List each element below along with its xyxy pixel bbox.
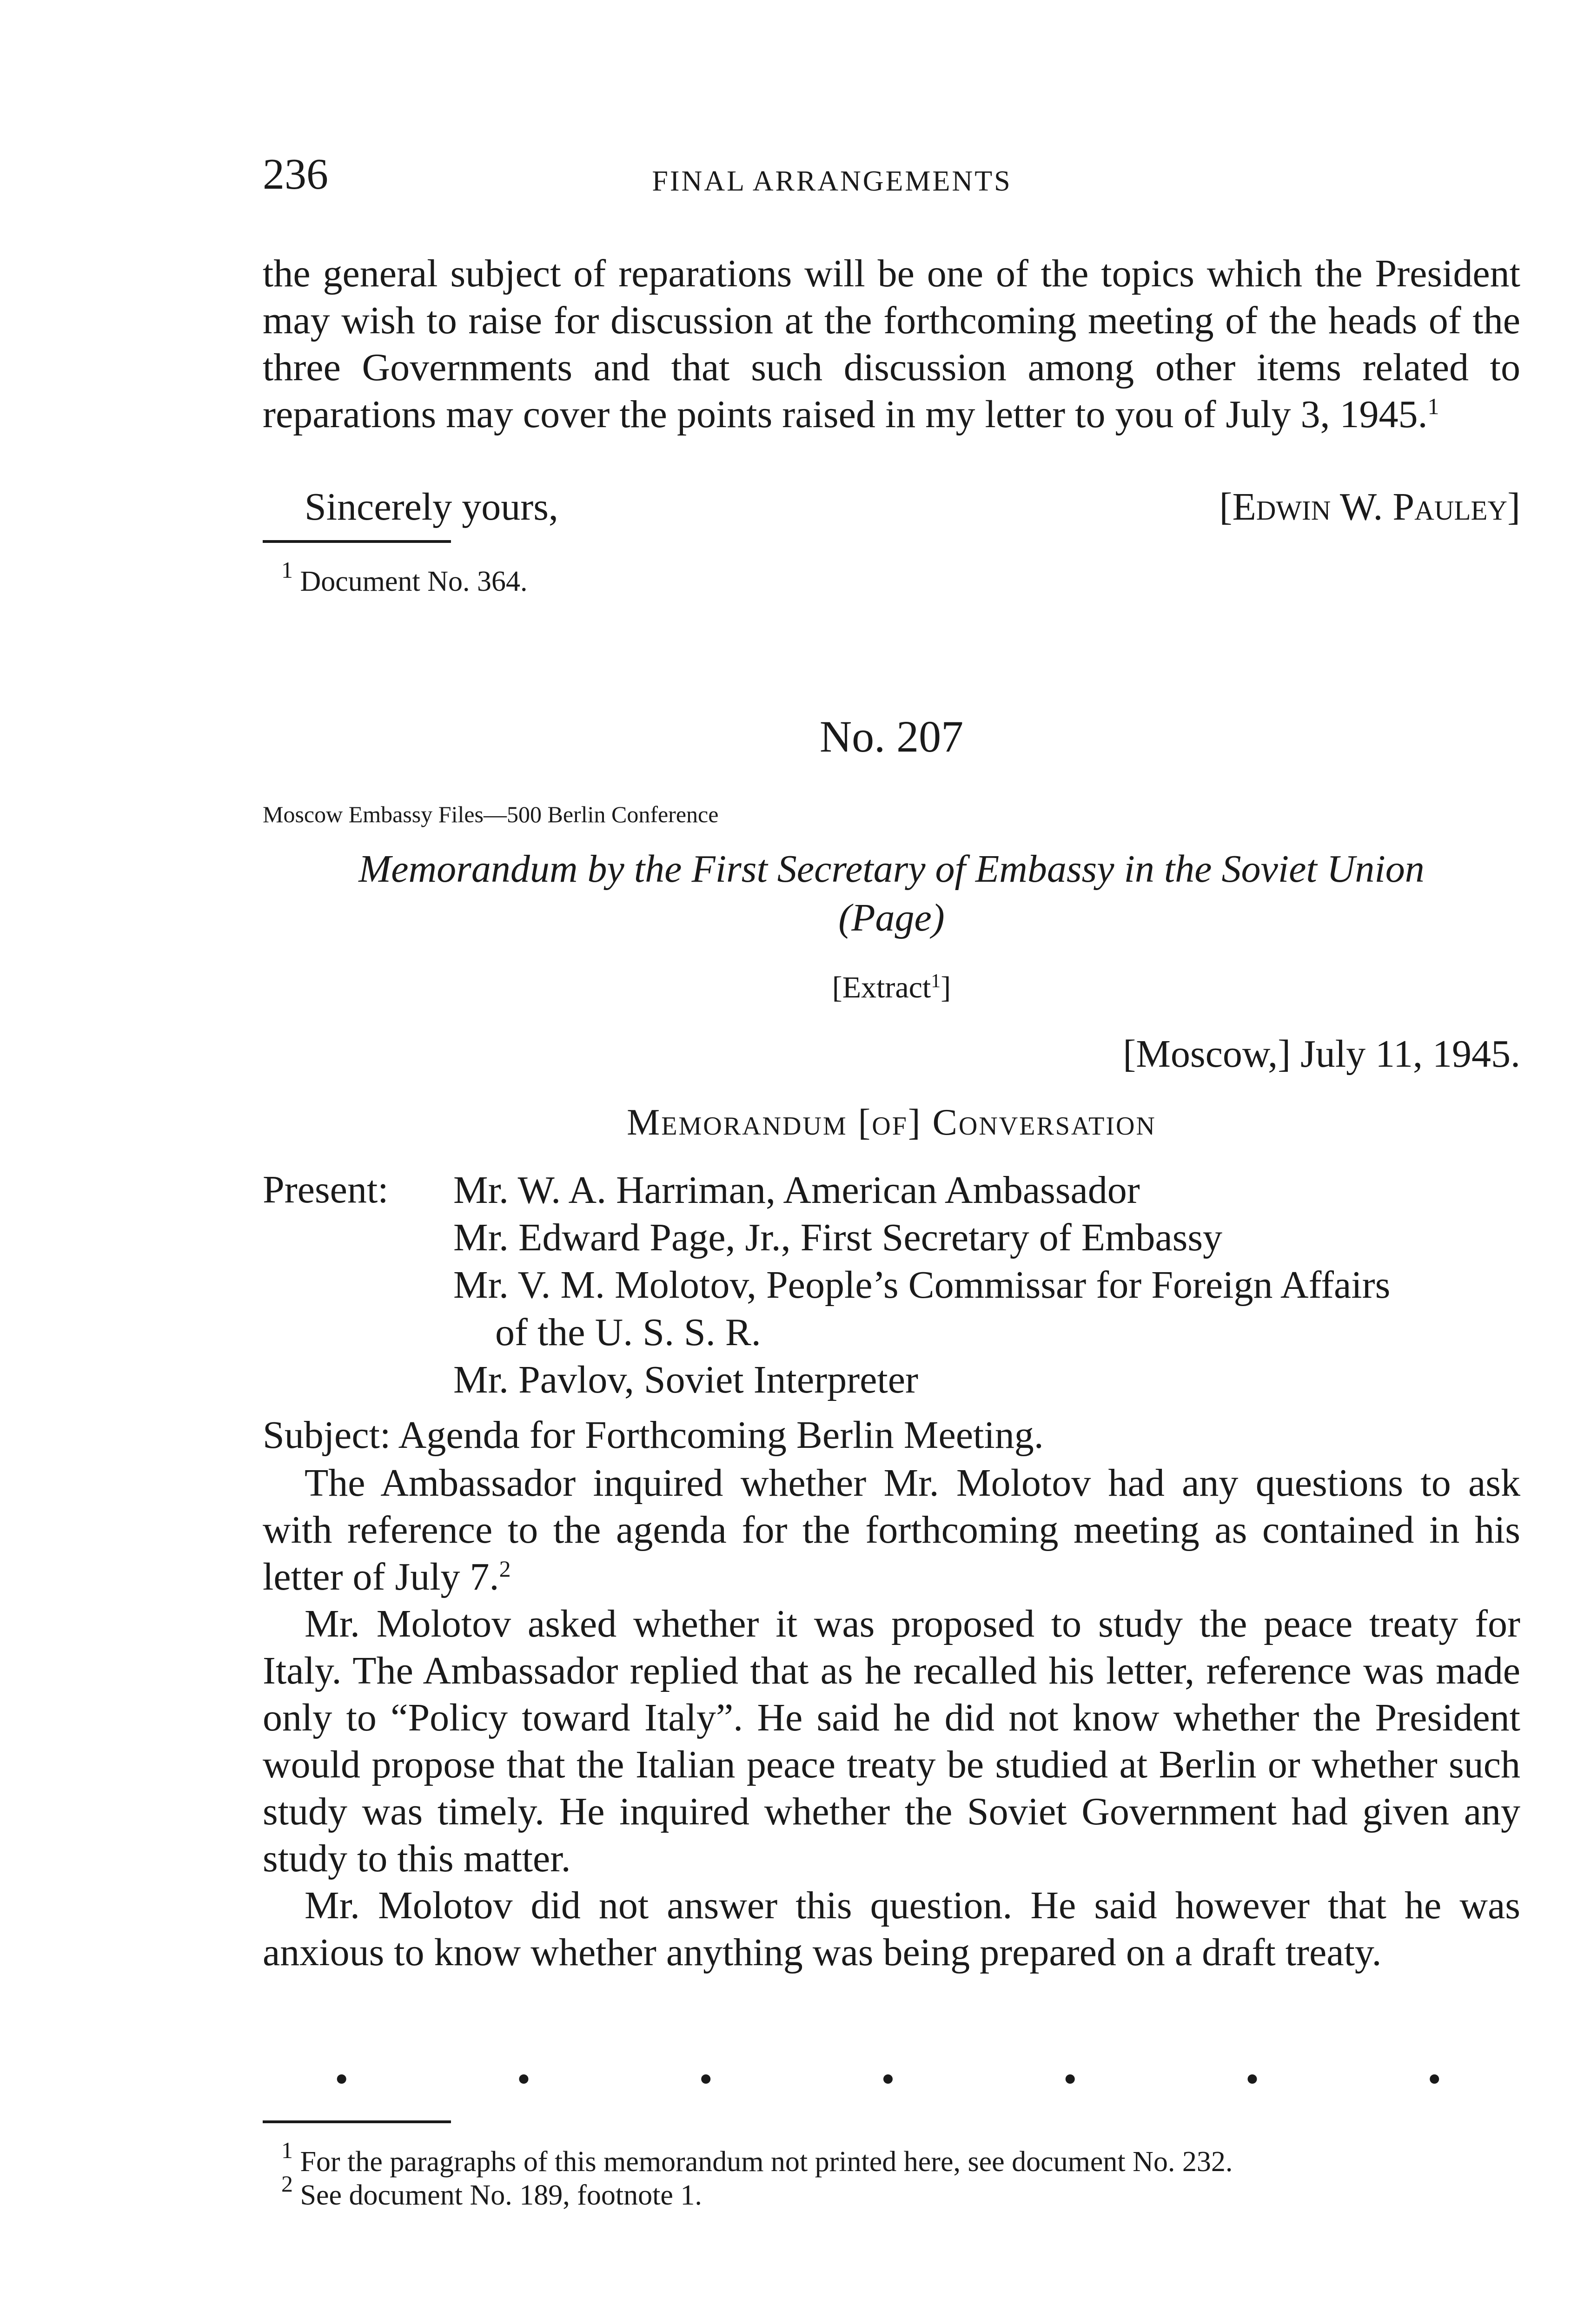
dateline: [Moscow,] July 11, 1945. — [1123, 1032, 1520, 1076]
footnote-mark: 2 — [281, 2171, 293, 2197]
signature-last: Pauley — [1392, 485, 1508, 528]
ellipsis-dot: • — [335, 2058, 349, 2101]
subject-label: Subject: — [263, 1413, 391, 1457]
closing-line — [263, 483, 1520, 530]
footnote-ref: 1 — [1427, 393, 1439, 419]
memo-body — [263, 1459, 1520, 1976]
present-item: Mr. V. M. Molotov, People’s Commissar for Foreign Affairs — [453, 1263, 1391, 1307]
subject-text: Agenda for Forthcoming Berlin Meeting. — [398, 1413, 1044, 1457]
ellipsis-dot: • — [881, 2058, 895, 2101]
footnotes — [263, 2137, 1520, 2212]
ellipsis-dot: • — [1245, 2058, 1259, 2101]
ellipsis-dot: • — [699, 2058, 713, 2101]
paragraph: Mr. Molotov asked whether it was proposed to study the peace treaty for Italy. The Ambassador replied that as he recalled his letter, reference was made only to “Policy toward Italy”. He said he did not know whether the President would propose that the Italian peace treaty be studied at Berlin or whether such study was timely. He inquired whether the Soviet Government had given any study to this matter. — [263, 1602, 1520, 1880]
footnote-rule — [263, 540, 451, 543]
footnote-ref: 1 — [931, 971, 941, 992]
prev-footnote-text: Document No. 364. — [300, 566, 528, 597]
paragraph: Mr. Molotov did not answer this question. He said however that he was anxious to know whether anything was being prepared on a draft treaty. — [263, 1884, 1520, 1974]
prev-footnote — [263, 557, 1520, 598]
document-number: No. 207 — [819, 712, 964, 761]
page-number: 236 — [263, 150, 328, 198]
present-item: Mr. Edward Page, Jr., First Secretary of Embassy — [453, 1216, 1223, 1259]
prev-letter-body — [263, 250, 1520, 438]
footnote — [263, 2171, 1520, 2212]
present-item: of the U. S. S. R. — [495, 1311, 761, 1354]
document-title: Memorandum by the First Secretary of Embassy in the Soviet Union — [358, 847, 1425, 891]
footnote — [263, 2137, 1520, 2179]
signature: [Edwin W. Pauley] — [1219, 485, 1520, 528]
signature-first: Edwin — [1232, 485, 1331, 528]
ellipsis-dot: • — [517, 2058, 531, 2101]
paragraph: The Ambassador inquired whether Mr. Molotov had any questions to ask with reference to the agenda for the forthcoming meeting as contained in his letter of July 7.$^2$ — [263, 1461, 1520, 1598]
ellipsis-dot: • — [1427, 2058, 1441, 2101]
subject-line — [263, 1412, 1044, 1459]
present-item: Mr. W. A. Harriman, American Ambassador — [453, 1169, 1140, 1212]
footnote-ref: 2 — [499, 1556, 511, 1582]
document-title-author: (Page) — [838, 896, 945, 939]
footnote-text: For the paragraphs of this memorandum not printed here, see document No. 232. — [300, 2146, 1233, 2178]
present-list — [453, 1167, 1523, 1404]
footnote-text: See document No. 189, footnote 1. — [300, 2179, 702, 2211]
memo-heading: Memorandum [of] Conversation — [627, 1102, 1156, 1143]
present-label: Present: — [263, 1168, 389, 1211]
extract-label: [Extract$^1$] — [832, 971, 951, 1004]
footnote-rule — [263, 2120, 451, 2123]
closing: Sincerely yours, — [305, 485, 558, 528]
footnote-mark: 1 — [281, 557, 293, 583]
footnote-mark: 1 — [281, 2137, 293, 2163]
signature-middle: W. — [1339, 485, 1383, 528]
file-reference: Moscow Embassy Files—500 Berlin Conference — [263, 801, 719, 827]
ellipsis-dot: • — [1063, 2058, 1077, 2101]
ellipsis-row — [335, 2057, 1441, 2102]
present-item: Mr. Pavlov, Soviet Interpreter — [453, 1358, 919, 1401]
running-title: FINAL ARRANGEMENTS — [652, 165, 1012, 197]
prev-letter-paragraph: the general subject of reparations will be one of the topics which the President may wish to raise for discussion at the forthcoming meeting of the heads of the three Governments and that such discussion among other items related to reparations may cover the points raised in my letter to you of July 3, 1945. — [263, 252, 1520, 436]
